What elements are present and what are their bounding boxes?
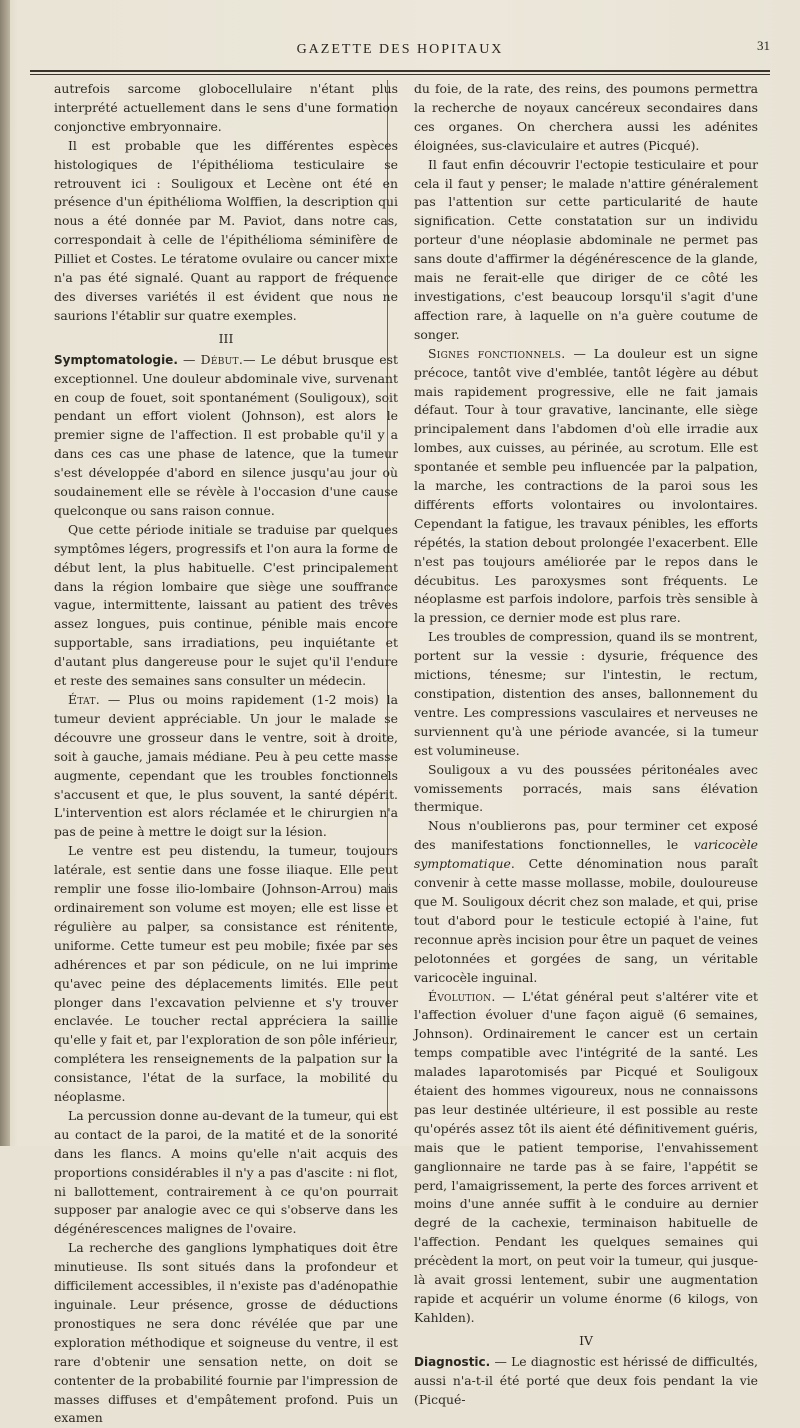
- page-binding-edge: [0, 0, 10, 1146]
- paragraph: La recherche des ganglions lymphatiques doit être minutieuse. Ils sont situés dans la profondeur et difficilement accessibles, il n'existe pas d'adénopathie inguinale. Leur présence, grosse de déductions pronostiques ne sera donc révélée que par une exploration méthodique et soigneuse du ventre, il est rare d'obtenir une sensation nette, on doit se contenter de la probabilité fournie par l'impression de masses diffuses et d'empâtement profond. Puis un examen: [54, 1240, 398, 1426]
- left-column: [54, 80, 398, 1428]
- paragraph: Les troubles de compression, quand ils se montrent, portent sur la vessie : dysurie, fréquence des mictions, ténesme; sur l'intestin, le rectum, constipation, distention des anses, ballonnement du ventre. Les compressions vasculaires et nerveuses ne surviennent qu'à une période avancée, si la tumeur est volumineuse.: [414, 629, 758, 758]
- right-column: [414, 80, 758, 1409]
- running-title: GAZETTE DES HOPITAUX: [296, 42, 504, 57]
- paragraph: autrefois sarcome globocellulaire n'étant plus interprété actuellement dans le sens d'une formation conjonctive embryonnaire.: [54, 81, 398, 134]
- subheading: État.: [68, 692, 101, 707]
- paragraph: [54, 351, 398, 521]
- page-header: [30, 38, 770, 64]
- subheading: Évolution.: [428, 988, 496, 1004]
- subheading: Signes fonctionnels.: [428, 345, 566, 361]
- paragraph-text: Nous n'oublierons pas, pour terminer cet exposé des manifestations fonctionnelles, le: [414, 818, 758, 853]
- paragraph: Il faut enfin découvrir l'ectopie testiculaire et pour cela il faut y penser; le malade n'attire généralement pas l'attention sur cette particularité de haute signification. Cette constatation sur un individu porteur d'une néoplasie abdominale ne permet pas sans doute d'affirmer la dégénérescence de la glande, mais ne ferait-elle que diriger de ce côté les investigations, c'est beaucoup lorsqu'il s'agit d'une affection rare, à laquelle on n'a guère coutume de songer.: [414, 156, 758, 342]
- paragraph-text: — Plus ou moins rapidement (1-2 mois) la tumeur devient appréciable. Un jour le malade se découvre une grosseur dans le ventre, soit à droite, soit à gauche, jamais médiane. Peu à peu cette masse augmente, cependant que les troubles fonctionnels s'accusent et que, le plus souvent, la santé dépérit. L'intervention est alors réclamée et le chirurgien n'a pas de peine à mettre le doigt sur la lésion.: [54, 692, 398, 840]
- section-number: III: [218, 330, 234, 346]
- paragraph: du foie, de la rate, des reins, des poumons permettra la recherche de noyaux cancéreux secondaires dans ces organes. On cherchera aussi les adénites éloignées, sus-claviculaire et autres (Picqué).: [414, 81, 758, 153]
- paragraph-text: . Cette dénomination nous paraît convenir à cette masse mollasse, mobile, douloureuse que M. Souligoux décrit chez son malade, et qui, prise tout d'abord pour le testicule ectopié à l'aine, fut reconnue après incision pour être un paquet de veines pelotonnées et gorgées de sang, un véritable varicocèle inguinal.: [414, 856, 758, 985]
- paragraph: La percussion donne au-devant de la tumeur, qui est au contact de la paroi, de la matité et de la sonorité dans les flancs. A moins qu'elle n'ait acquis des proportions considérables il n'y a pas d'ascite : ni flot, ni ballottement, contrairement à ce qu'on pourrait supposer par analogie avec ce qui s'observe dans les dégénérescences malignes de l'ovaire.: [54, 1107, 398, 1237]
- italic-term: varicocèle symptomatique: [414, 837, 758, 872]
- text-columns: [54, 80, 758, 1426]
- section-heading: Symptomatologie.: [54, 352, 178, 367]
- paragraph-text: — L'état général peut s'altérer vite et l'affection évoluer d'une façon aiguë (6 semaines, Johnson). Ordinairement le cancer est un certain temps compatible avec l'intégrité de la santé. Les malades laparotomisés par Picqué et Souligoux étaient des hommes vigoureux, nous ne connaissons pas leur destinée ultérieure, il est possible au reste qu'opérés assez tôt ils aient été définitivement guéris, mais que le patient temporise, l'envahissement ganglionnaire ne tarde pas à se faire, l'appétit se perd, l'amaigrissement, la perte des forces arrivent et moins d'une année suffit à le conduire au dernier degré de la cachexie, terminaison habituelle de l'affection. Pendant les quelques semaines qui précèdent la mort, on peut voir la tumeur, qui jusque-là avait grossi lentement, subir une augmentation rapide et acquérir un volume énorme (6 kilogs, von Kahlden).: [414, 988, 758, 1325]
- paragraph: Que cette période initiale se traduise par quelques symptômes légers, progressifs et l'on aura la forme de début lent, la plus habituelle. C'est principalement dans la région lombaire que siège une souffrance vague, intermittente, laissant au patient des trêves assez longues, puis continue, pénible mais encore supportable, sans irradiations, peu inquiétante et d'autant plus dangereuse pour le sujet qu'il l'endure et reste des semaines sans consulter un médecin.: [54, 521, 398, 689]
- paragraph: Il est probable que les différentes espèces histologiques de l'épithélioma testiculaire se retrouvent ici : Souligoux et Lecène ont été en présence d'un épithélioma Wolffien, la description qui nous a été donnée par M. Paviot, dans notre cas, correspondait à celle de l'épithélioma séminifère de Pilliet et Costes. Le tératome ovulaire ou cancer mixte n'a pas été signalé. Quant au rapport de fréquence des diverses variétés il est évident que nous ne saurions l'établir sur quatre exemples.: [54, 137, 398, 323]
- subheading: Début.: [200, 351, 244, 367]
- header-rule-thin: [30, 74, 770, 75]
- header-rule: [30, 70, 770, 72]
- paragraph-text: — Le diagnostic est hérissé de difficultés, aussi n'a-t-il été porté que deux fois pendant la vie (Picqué-: [414, 1353, 758, 1407]
- page-number: 31: [757, 38, 770, 53]
- paragraph: [414, 817, 758, 987]
- section-heading: Diagnostic.: [414, 1354, 491, 1369]
- paragraph-text: — Le début brusque est exceptionnel. Une douleur abdominale vive, survenant en coup de fouet, soit spontanément (Souligoux), soit pendant un effort violent (Johnson), est alors le premier signe de l'affection. Il est probable qu'il y a dans ces cas une phase de latence, que la tumeur s'est développée d'abord en silence jusqu'au jour où soudainement elle se révèle à l'occasion d'une cause quelconque ou sans raison connue.: [54, 351, 398, 518]
- paragraph-text: — La douleur est un signe précoce, tantôt vive d'emblée, tantôt légère au début mais rapidement progressive, elle ne fait jamais défaut. Tour à tour gravative, lancinante, elle siège principalement dans l'abdomen d'où elle irradie aux lombes, aux cuisses, au périnée, au scrotum. Elle est spontanée et semble peu influencée par la palpation, la marche, les contractions de la paroi sous les différents efforts volontaires ou involontaires. Cependant la fatigue, les travaux pénibles, les efforts répétés, la station debout prolongée l'exacerbent. Elle n'est pas toujours améliorée par le repos dans le décubitus. Les paroxysmes sont fréquents. Le néoplasme est parfois indolore, parfois très sensible à la pression, ce dernier mode est plus rare.: [414, 345, 758, 626]
- section-number: IV: [579, 1332, 593, 1348]
- dash: —: [177, 351, 201, 367]
- paragraph: [414, 988, 758, 1328]
- paragraph: Le ventre est peu distendu, la tumeur, toujours latérale, est sentie dans une fosse iliaque. Elle peut remplir une fosse ilio-lombaire (Johnson-Arrou) mais ordinairement son volume est moyen; elle est lisse et régulière au palper, sa consistance est rénitente, uniforme. Cette tumeur est peu mobile; fixée par ses adhérences et par son pédicule, on ne lui imprime qu'avec peine des déplacements limités. Elle peut plonger dans l'excavation pelvienne et s'y trouver enclavée. Le toucher rectal appréciera la saillie qu'elle y fait et, par l'exploration de son pôle inférieur, complétera les renseignements de la palpation sur la consistance, l'état de la surface, la mobilité du néoplasme.: [54, 843, 398, 1105]
- paragraph: Souligoux a vu des poussées péritonéales avec vomissements porracés, mais sans élévation thermique.: [414, 761, 758, 815]
- paragraph: [414, 345, 758, 629]
- paragraph: [414, 1353, 758, 1410]
- paragraph: [54, 691, 398, 842]
